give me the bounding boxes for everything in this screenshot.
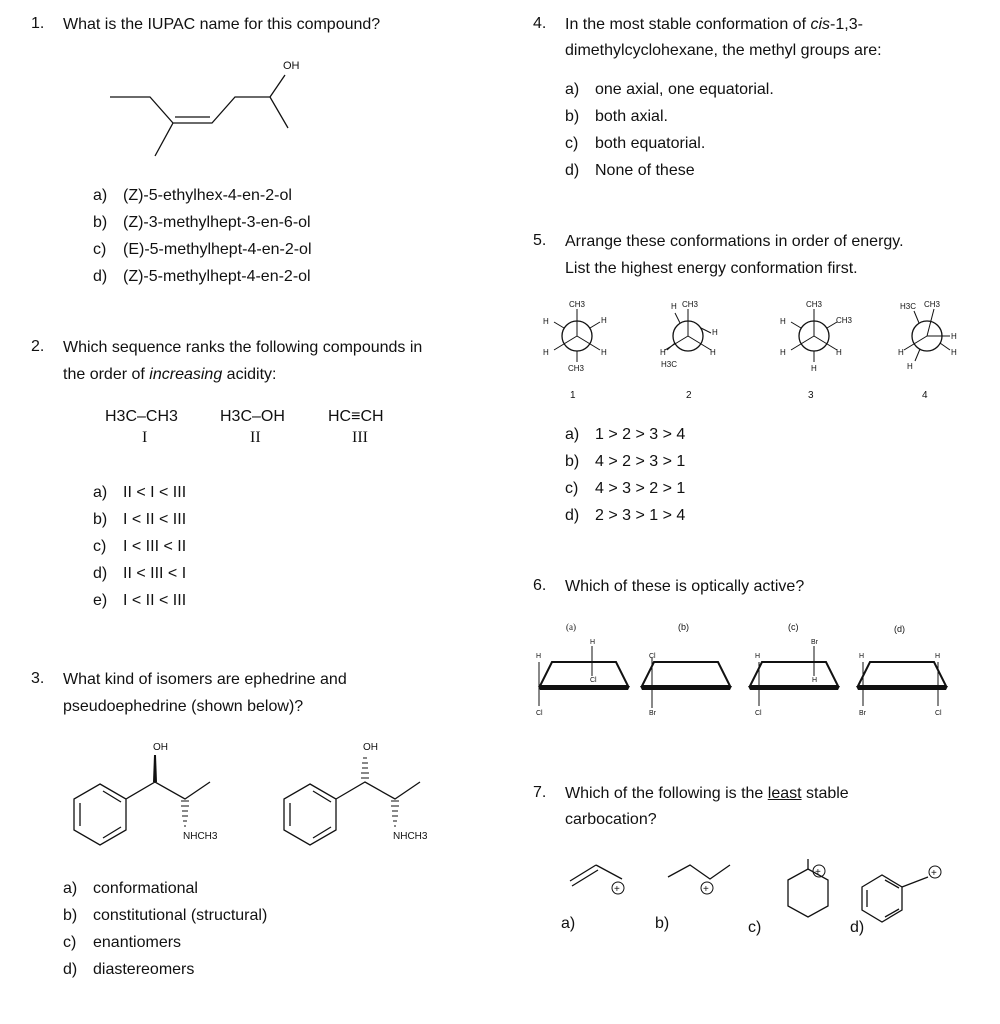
q7-number: 7. bbox=[533, 784, 547, 801]
svg-text:H: H bbox=[712, 328, 718, 337]
q3-number: 3. bbox=[31, 670, 45, 687]
svg-text:H: H bbox=[755, 653, 761, 660]
q7-option-b[interactable]: b) bbox=[655, 915, 670, 932]
q5-question-line1: Arrange these conformations in order of energy. bbox=[565, 233, 904, 250]
svg-text:OH: OH bbox=[153, 742, 168, 753]
svg-text:Cl: Cl bbox=[536, 710, 543, 717]
svg-text:H: H bbox=[811, 364, 817, 373]
q5-option-c[interactable]: c) 4 > 3 > 2 > 1 bbox=[565, 480, 686, 497]
q2-question-line1: Which sequence ranks the following compounds in bbox=[63, 339, 423, 356]
structure-label-b: (b) bbox=[678, 622, 689, 632]
q3-ephedrine-structure bbox=[60, 738, 260, 848]
q1-option-c[interactable]: c) (E)-5-methylhept-4-en-2-ol bbox=[93, 241, 312, 258]
q5-option-a[interactable]: a) 1 > 2 > 3 > 4 bbox=[565, 426, 686, 443]
newman-projection-4 bbox=[898, 300, 957, 371]
svg-text:H: H bbox=[543, 348, 549, 357]
svg-text:H: H bbox=[590, 639, 596, 646]
svg-text:H3C: H3C bbox=[900, 302, 917, 311]
q4-option-d[interactable]: d) None of these bbox=[565, 162, 695, 179]
q2-compound-3-numeral: III bbox=[352, 429, 368, 446]
q6-question: Which of these is optically active? bbox=[565, 578, 805, 595]
svg-text:H: H bbox=[951, 348, 957, 357]
q3-question-line2: pseudoephedrine (shown below)? bbox=[63, 698, 304, 715]
q1-structure bbox=[100, 55, 320, 165]
q2-compound-1-formula: H3C–CH3 bbox=[105, 408, 178, 425]
structure-label-c: (c) bbox=[788, 622, 799, 632]
svg-text:Cl: Cl bbox=[590, 677, 597, 684]
q3-option-a[interactable]: a) conformational bbox=[63, 880, 198, 897]
q1-option-d[interactable]: d) (Z)-5-methylhept-4-en-2-ol bbox=[93, 268, 311, 285]
q7-carbocations bbox=[560, 855, 980, 935]
svg-text:H: H bbox=[601, 316, 607, 325]
newman-projection-2 bbox=[660, 300, 718, 369]
q4-option-a[interactable]: a) one axial, one equatorial. bbox=[565, 81, 774, 98]
q4-option-c[interactable]: c) both equatorial. bbox=[565, 135, 706, 152]
q6-number: 6. bbox=[533, 577, 547, 594]
svg-text:Br: Br bbox=[811, 639, 818, 646]
q2-compound-1-numeral: I bbox=[142, 429, 148, 446]
svg-text:H: H bbox=[710, 348, 716, 357]
q3-option-b[interactable]: b) constitutional (structural) bbox=[63, 907, 268, 924]
q4-question-line2: dimethylcyclohexane, the methyl groups are: bbox=[565, 42, 882, 59]
svg-text:H: H bbox=[898, 348, 904, 357]
svg-text:NHCH3: NHCH3 bbox=[393, 831, 428, 842]
structure-d bbox=[856, 653, 948, 717]
q2-number: 2. bbox=[31, 338, 45, 355]
carbocation-a bbox=[570, 865, 624, 895]
carbocation-d bbox=[862, 866, 941, 922]
svg-text:H: H bbox=[660, 348, 666, 357]
svg-text:Cl: Cl bbox=[755, 710, 762, 717]
svg-text:+: + bbox=[815, 867, 821, 878]
projection-number-1: 1 bbox=[570, 390, 576, 401]
svg-text:CH3: CH3 bbox=[682, 300, 699, 309]
q5-option-d[interactable]: d) 2 > 3 > 1 > 4 bbox=[565, 507, 686, 524]
svg-text:H: H bbox=[935, 653, 941, 660]
svg-text:CH3: CH3 bbox=[836, 316, 853, 325]
q4-number: 4. bbox=[533, 15, 547, 32]
q3-option-c[interactable]: c) enantiomers bbox=[63, 934, 182, 951]
q2-compound-2-numeral: II bbox=[250, 429, 261, 446]
q4-option-b[interactable]: b) both axial. bbox=[565, 108, 668, 125]
q5-question-line2: List the highest energy conformation first. bbox=[565, 260, 858, 277]
svg-text:H3C: H3C bbox=[661, 360, 678, 369]
svg-text:H: H bbox=[951, 332, 957, 341]
q3-option-d[interactable]: d) diastereomers bbox=[63, 961, 195, 978]
carbocation-c bbox=[788, 859, 828, 917]
q5-number: 5. bbox=[533, 232, 547, 249]
newman-projection-3 bbox=[780, 300, 853, 373]
svg-text:CH3: CH3 bbox=[924, 300, 941, 309]
q2-option-a[interactable]: a) II < I < III bbox=[93, 484, 187, 501]
svg-text:H: H bbox=[859, 653, 865, 660]
svg-text:OH: OH bbox=[363, 742, 378, 753]
svg-text:+: + bbox=[931, 868, 937, 879]
svg-text:NHCH3: NHCH3 bbox=[183, 831, 218, 842]
svg-text:H: H bbox=[812, 677, 818, 684]
q5-option-b[interactable]: b) 4 > 2 > 3 > 1 bbox=[565, 453, 686, 470]
q2-compound-2-formula: H3C–OH bbox=[220, 408, 285, 425]
svg-text:H: H bbox=[907, 362, 913, 371]
q2-option-d[interactable]: d) II < III < I bbox=[93, 565, 187, 582]
svg-text:Br: Br bbox=[649, 710, 656, 717]
projection-number-4: 4 bbox=[922, 390, 928, 401]
svg-text:H: H bbox=[543, 317, 549, 326]
q3-pseudoephedrine-structure bbox=[270, 738, 470, 848]
svg-text:+: + bbox=[614, 884, 620, 895]
q7-option-a[interactable]: a) bbox=[561, 915, 576, 932]
svg-text:CH3: CH3 bbox=[806, 300, 823, 309]
svg-text:CH3: CH3 bbox=[568, 364, 585, 373]
svg-text:H: H bbox=[780, 317, 786, 326]
svg-text:Cl: Cl bbox=[649, 653, 656, 660]
q2-option-e[interactable]: e) I < II < III bbox=[93, 592, 187, 609]
svg-text:H: H bbox=[780, 348, 786, 357]
q7-question-line2: carbocation? bbox=[565, 811, 657, 828]
q2-option-c[interactable]: c) I < III < II bbox=[93, 538, 187, 555]
structure-label-a: (a) bbox=[566, 622, 576, 632]
newman-projection-1 bbox=[543, 300, 607, 373]
svg-text:+: + bbox=[703, 884, 709, 895]
q4-question-line1: In the most stable conformation of cis-1,3- bbox=[565, 16, 863, 33]
q5-newman-projections bbox=[530, 295, 970, 405]
svg-text:H: H bbox=[601, 348, 607, 357]
q1-oh-label: OH bbox=[283, 60, 300, 72]
svg-text:H: H bbox=[671, 302, 677, 311]
svg-text:H: H bbox=[836, 348, 842, 357]
structure-b bbox=[640, 653, 732, 717]
structure-a bbox=[536, 639, 630, 717]
q1-number: 1. bbox=[31, 15, 45, 32]
carbocation-b bbox=[668, 865, 730, 895]
q2-compound-3-formula: HC≡CH bbox=[328, 408, 384, 425]
svg-text:CH3: CH3 bbox=[569, 300, 586, 309]
q7-option-d[interactable]: d) bbox=[850, 919, 865, 936]
q6-structures bbox=[530, 618, 970, 723]
q3-question-line1: What kind of isomers are ephedrine and bbox=[63, 671, 347, 688]
svg-text:Cl: Cl bbox=[935, 710, 942, 717]
q1-question: What is the IUPAC name for this compound? bbox=[63, 16, 381, 33]
svg-text:H: H bbox=[536, 653, 542, 660]
q2-option-b[interactable]: b) I < II < III bbox=[93, 511, 187, 528]
structure-c bbox=[748, 639, 840, 717]
projection-number-2: 2 bbox=[686, 390, 692, 401]
projection-number-3: 3 bbox=[808, 390, 814, 401]
q1-option-a[interactable]: a) (Z)-5-ethylhex-4-en-2-ol bbox=[93, 187, 292, 204]
q2-question-line2: the order of increasing acidity: bbox=[63, 366, 277, 383]
q7-question-line1: Which of the following is the least stable bbox=[565, 785, 849, 802]
q7-option-c[interactable]: c) bbox=[748, 919, 762, 936]
svg-text:Br: Br bbox=[859, 710, 866, 717]
q1-option-b[interactable]: b) (Z)-3-methylhept-3-en-6-ol bbox=[93, 214, 311, 231]
structure-label-d: (d) bbox=[894, 624, 905, 634]
